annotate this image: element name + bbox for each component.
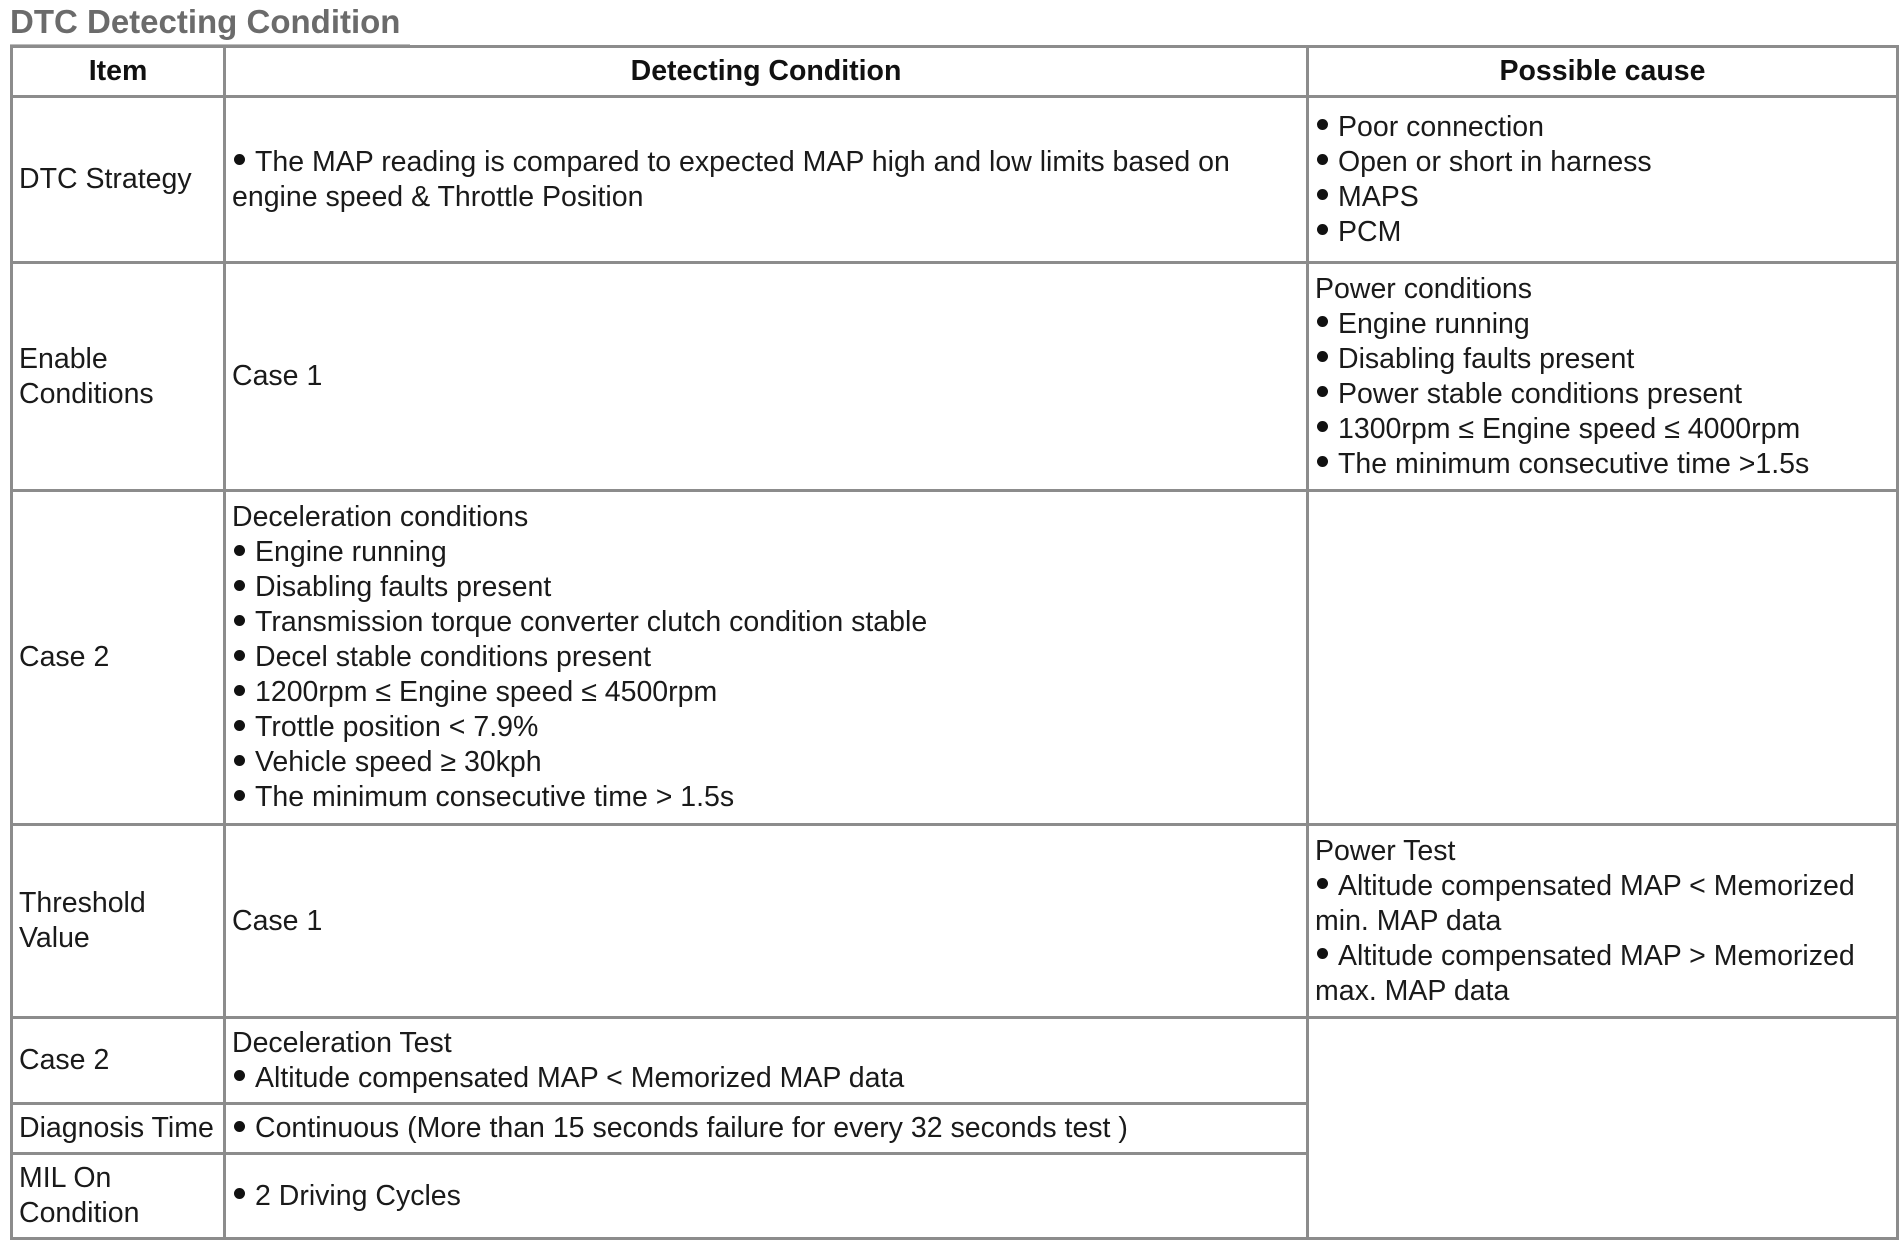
list-item: Altitude compensated MAP < Memorized MAP data (232, 1061, 1300, 1096)
item-cell: Threshold Value (12, 825, 225, 1018)
cause-cell (1308, 263, 1898, 491)
list-item: 1300rpm ≤ Engine speed ≤ 4000rpm (1315, 412, 1890, 447)
bullet-icon (234, 545, 245, 556)
list-item: Altitude compensated MAP < Memorized min. MAP data (1315, 869, 1855, 937)
bullet-icon (1317, 948, 1328, 959)
list-item: 2 Driving Cycles (232, 1179, 1300, 1214)
bullet-icon (1317, 119, 1328, 130)
page-title: DTC Detecting Condition (10, 0, 410, 46)
bullet-icon (234, 1188, 245, 1199)
list-item: Open or short in harness (1315, 145, 1890, 180)
list-item: Trottle position < 7.9% (232, 710, 1300, 745)
list-item: Altitude compensated MAP > Memorized max. MAP data (1315, 939, 1855, 1007)
bullet-icon (234, 615, 245, 626)
list-item: The minimum consecutive time >1.5s (1315, 447, 1890, 482)
list-item: The MAP reading is compared to expected MAP high and low limits based on engine speed & Throttle Position (232, 145, 1230, 213)
table-row-threshold-case-2 (12, 1018, 1898, 1104)
bullet-icon (234, 1121, 245, 1132)
list-item: Vehicle speed ≥ 30kph (232, 745, 1300, 780)
condition-cell (225, 97, 1308, 263)
list-item: Continuous (More than 15 seconds failure for every 32 seconds test ) (232, 1111, 1300, 1146)
bullet-icon (1317, 878, 1328, 889)
list-item: Transmission torque converter clutch condition stable (232, 605, 1300, 640)
bullet-icon (1317, 351, 1328, 362)
item-cell: MIL On Condition (12, 1154, 225, 1239)
bullet-icon (1317, 456, 1328, 467)
header-detecting-condition: Detecting Condition (225, 47, 1308, 97)
list-item: PCM (1315, 215, 1890, 250)
item-cell: Diagnosis Time (12, 1104, 225, 1154)
bullet-icon (234, 1070, 245, 1081)
bullet-icon (1317, 224, 1328, 235)
table-header-row (12, 47, 1898, 97)
cause-heading: Power conditions (1315, 272, 1533, 305)
bullet-icon (234, 790, 245, 801)
list-item: Disabling faults present (1315, 342, 1890, 377)
bullet-icon (1317, 189, 1328, 200)
table-row-enable-case-2 (12, 491, 1898, 825)
bullet-icon (1317, 316, 1328, 327)
bullet-icon (234, 580, 245, 591)
list-item: MAPS (1315, 180, 1890, 215)
condition-heading: Deceleration Test (232, 1026, 452, 1059)
list-item: Disabling faults present (232, 570, 1300, 605)
list-item: Engine running (232, 535, 1300, 570)
list-item: 1200rpm ≤ Engine speed ≤ 4500rpm (232, 675, 1300, 710)
list-item: Poor connection (1315, 110, 1890, 145)
bullet-icon (234, 720, 245, 731)
cause-cell (1308, 825, 1898, 1018)
bullet-icon (1317, 421, 1328, 432)
dtc-table (10, 45, 1899, 1240)
condition-heading: Deceleration conditions (232, 501, 529, 533)
list-item: The minimum consecutive time > 1.5s (232, 780, 1300, 815)
cause-heading: Power Test (1315, 834, 1456, 867)
bullet-icon (234, 755, 245, 766)
cause-cell (1308, 97, 1898, 263)
cause-cell-empty (1308, 1018, 1898, 1239)
bullet-icon (1317, 386, 1328, 397)
condition-cell (225, 1154, 1308, 1239)
cause-cell-empty (1308, 491, 1898, 825)
condition-cell (225, 491, 1308, 825)
condition-cell (225, 1018, 1308, 1104)
item-cell: Case 2 (12, 1018, 225, 1104)
table-row-threshold-case-1 (12, 825, 1898, 1018)
item-cell: Enable Conditions (12, 263, 225, 491)
condition-cell: Case 1 (225, 263, 1308, 491)
bullet-icon (234, 154, 245, 165)
condition-cell (225, 1104, 1308, 1154)
table-row-dtc-strategy (12, 97, 1898, 263)
list-item: Power stable conditions present (1315, 377, 1890, 412)
bullet-icon (234, 685, 245, 696)
list-item: Decel stable conditions present (232, 640, 1300, 675)
header-possible-cause: Possible cause (1308, 47, 1898, 97)
bullet-icon (234, 650, 245, 661)
condition-cell: Case 1 (225, 825, 1308, 1018)
header-item: Item (12, 47, 225, 97)
bullet-icon (1317, 154, 1328, 165)
list-item: Engine running (1315, 307, 1890, 342)
table-row-enable-case-1 (12, 263, 1898, 491)
item-cell: DTC Strategy (12, 97, 225, 263)
item-cell: Case 2 (12, 491, 225, 825)
